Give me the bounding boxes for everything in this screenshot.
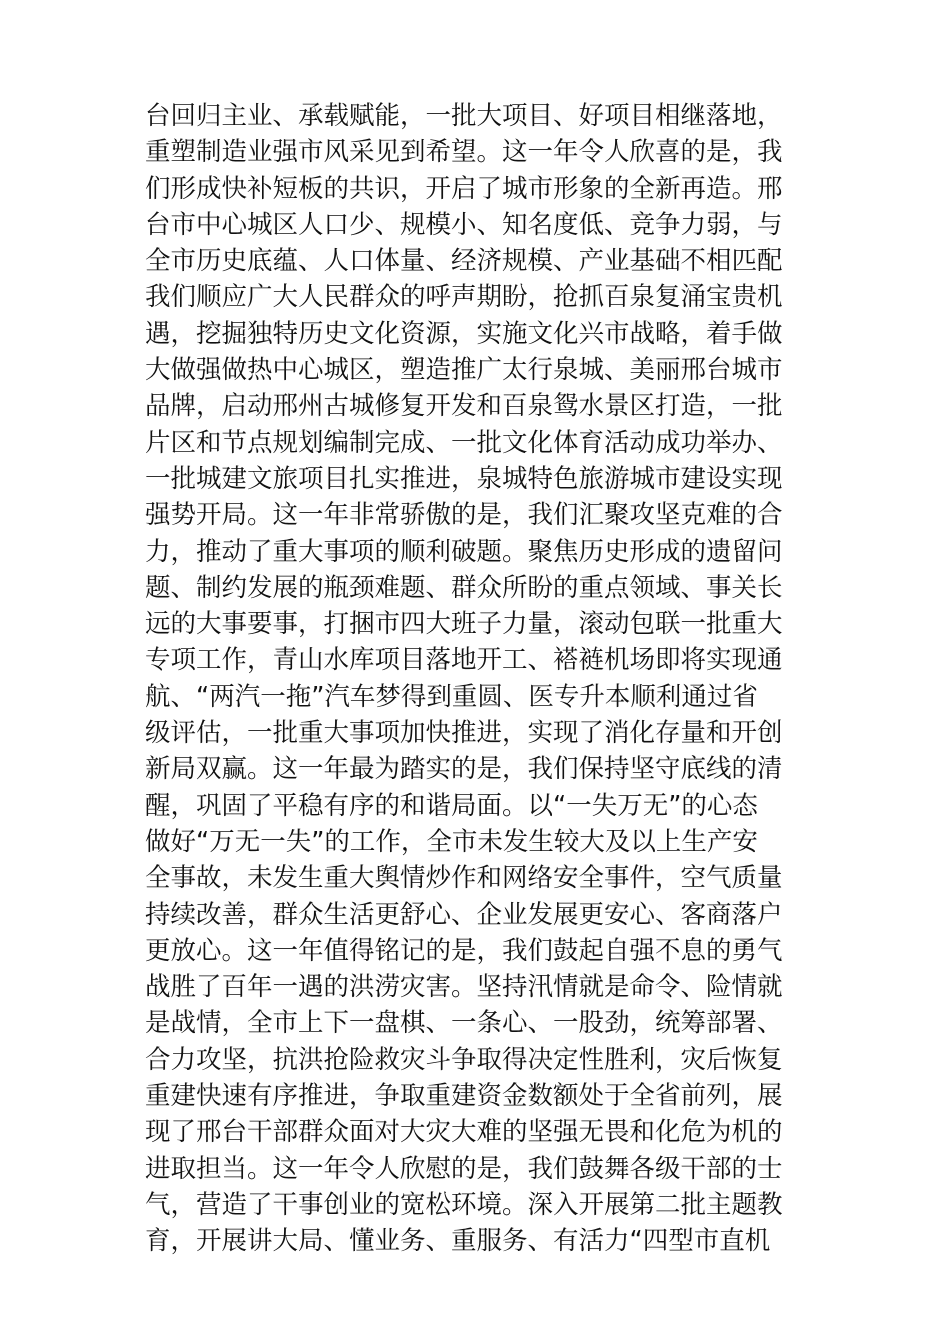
text-line: 持续改善，群众生活更舒心、企业发展更安心、客商落户 <box>145 899 783 930</box>
text-line: 战胜了百年一遇的洪涝灾害。坚持汛情就是命令、险情就 <box>145 972 783 1003</box>
text-line: 合力攻坚，抗洪抢险救灾斗争取得决定性胜利，灾后恢复 <box>145 1044 783 1075</box>
text-line: 育，开展讲大局、懂业务、重服务、有活力“四型市直机 <box>145 1226 771 1257</box>
text-line: 新局双赢。这一年最为踏实的是，我们保持坚守底线的清 <box>145 754 783 785</box>
text-line: 力，推动了重大事项的顺利破题。聚焦历史形成的遗留问 <box>145 536 783 567</box>
text-line: 遇，挖掘独特历史文化资源，实施文化兴市战略，着手做 <box>145 318 783 349</box>
text-line: 品牌，启动邢州古城修复开发和百泉鸳水景区打造，一批 <box>145 391 783 422</box>
text-line: 大做强做热中心城区，塑造推广太行泉城、美丽邢台城市 <box>145 355 783 386</box>
text-line: 片区和节点规划编制完成、一批文化体育活动成功举办、 <box>145 427 783 458</box>
text-line: 进取担当。这一年令人欣慰的是，我们鼓舞各级干部的士 <box>145 1153 783 1184</box>
text-line: 全事故，未发生重大舆情炒作和网络安全事件，空气质量 <box>145 863 783 894</box>
text-line: 醒，巩固了平稳有序的和谐局面。以“一失万无”的心态 <box>145 790 758 821</box>
text-line: 航、“两汽一拖”汽车梦得到重圆、医专升本顺利通过省 <box>145 681 758 712</box>
body-paragraph <box>145 98 815 1260</box>
text-line: 我们顺应广大人民群众的呼声期盼，抢抓百泉复涌宝贵机 <box>145 282 783 313</box>
text-line: 一批城建文旅项目扎实推进，泉城特色旅游城市建设实现 <box>145 463 783 494</box>
text-line: 做好“万无一失”的工作，全市未发生较大及以上生产安 <box>145 826 758 857</box>
text-line: 全市历史底蕴、人口体量、经济规模、产业基础不相匹配 <box>145 246 783 277</box>
text-line: 远的大事要事，打捆市四大班子力量，滚动包联一批重大 <box>145 609 783 640</box>
text-line: 强势开局。这一年非常骄傲的是，我们汇聚攻坚克难的合 <box>145 500 783 531</box>
text-line: 级评估，一批重大事项加快推进，实现了消化存量和开创 <box>145 718 783 749</box>
text-line: 题、制约发展的瓶颈难题、群众所盼的重点领域、事关长 <box>145 572 783 603</box>
text-line: 气，营造了干事创业的宽松环境。深入开展第二批主题教 <box>145 1189 783 1220</box>
text-line: 现了邢台干部群众面对大灾大难的坚强无畏和化危为机的 <box>145 1117 783 1148</box>
text-line: 重塑制造业强市风采见到希望。这一年令人欣喜的是，我 <box>145 137 783 168</box>
text-line: 台回归主业、承载赋能，一批大项目、好项目相继落地， <box>145 101 783 131</box>
text-line: 更放心。这一年值得铭记的是，我们鼓起自强不息的勇气 <box>145 935 783 966</box>
text-line: 是战情，全市上下一盘棋、一条心、一股劲，统筹部署、 <box>145 1008 783 1039</box>
text-line: 重建快速有序推进，争取重建资金数额处于全省前列，展 <box>145 1081 783 1112</box>
text-line: 们形成快补短板的共识，开启了城市形象的全新再造。邢 <box>145 173 783 204</box>
text-line: 专项工作，青山水库项目落地开工、褡裢机场即将实现通 <box>145 645 783 676</box>
text-line: 台市中心城区人口少、规模小、知名度低、竞争力弱，与 <box>145 209 783 240</box>
